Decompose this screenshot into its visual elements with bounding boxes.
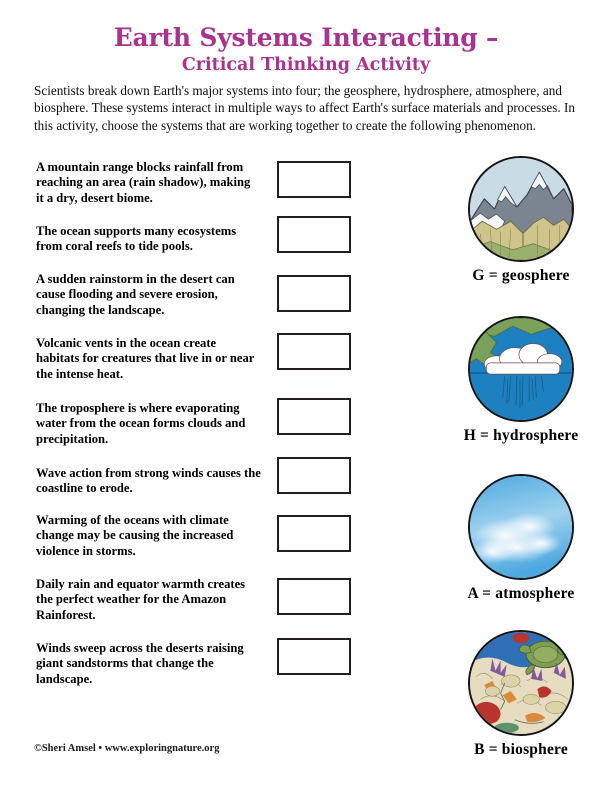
question-text: A mountain range blocks rainfall from reaching an area (rain shadow), making it a dry, desert biome. xyxy=(36,160,251,205)
answer-box[interactable] xyxy=(277,515,351,552)
answer-box[interactable] xyxy=(277,578,351,615)
hydrosphere-illustration xyxy=(468,316,574,422)
answer-box[interactable] xyxy=(277,161,351,198)
answer-box[interactable] xyxy=(277,638,351,675)
legend-item-hydrosphere xyxy=(430,316,612,445)
geosphere-illustration xyxy=(468,156,574,262)
question-text: Daily rain and equator warmth creates the perfect weather for the Amazon Rainforest. xyxy=(36,577,246,622)
intro-paragraph: Scientists break down Earth's major systems into four; the geosphere, hydrosphere, atmosphere, and biosphere. These systems interact in multiple ways to affect Earth's surface materials and processes. In this activity, choose the systems that are working together to create the following phenomenon. xyxy=(34,83,575,133)
legend-item-geosphere xyxy=(430,156,612,285)
question-text: A sudden rainstorm in the desert can cause flooding and severe erosion, changing the landscape. xyxy=(36,272,235,317)
answer-box[interactable] xyxy=(277,216,351,253)
legend-column xyxy=(430,0,612,792)
answer-box[interactable] xyxy=(277,398,351,435)
biosphere-illustration xyxy=(468,630,574,736)
legend-label-hydrosphere: H = hydrosphere xyxy=(463,427,579,444)
answer-box[interactable] xyxy=(277,275,351,312)
atmosphere-illustration xyxy=(468,474,574,580)
question-text: Winds sweep across the deserts raising giant sandstorms that change the landscape. xyxy=(36,641,244,686)
question-text: Wave action from strong winds causes the coastline to erode. xyxy=(36,466,261,496)
legend-label-atmosphere: A = atmosphere xyxy=(467,585,575,602)
answer-box[interactable] xyxy=(277,457,351,494)
answer-box[interactable] xyxy=(277,333,351,370)
legend-item-biosphere xyxy=(430,630,612,759)
page-subtitle: Critical Thinking Activity xyxy=(181,55,431,75)
question-text: Volcanic vents in the ocean create habitats for creatures that live in or near the intense heat. xyxy=(36,336,255,381)
legend-label-geosphere: G = geosphere xyxy=(472,267,570,284)
legend-item-atmosphere xyxy=(430,474,612,603)
legend-label-biosphere: B = biosphere xyxy=(474,741,568,758)
question-text: The ocean supports many ecosystems from coral reefs to tide pools. xyxy=(36,224,237,254)
page-title: Earth Systems Interacting – xyxy=(113,23,499,52)
question-text: The troposphere is where evaporating water from the ocean forms clouds and precipitation. xyxy=(36,401,246,446)
footer-credit: ©Sheri Amsel • www.exploringnature.org xyxy=(34,743,220,754)
question-text: Warming of the oceans with climate change may be causing the increased violence in storms. xyxy=(36,513,234,558)
